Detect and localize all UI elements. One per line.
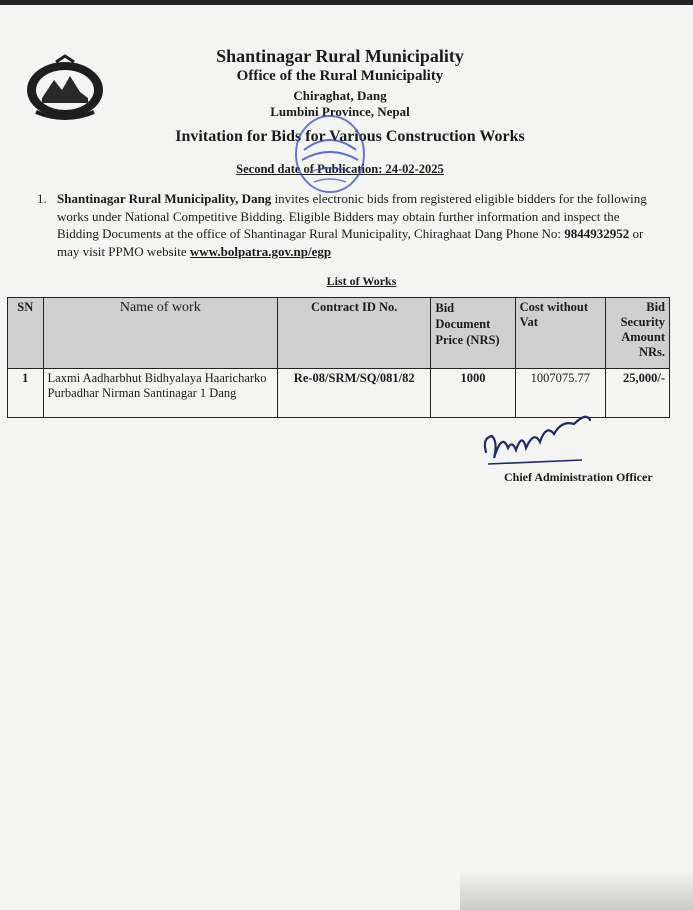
header-contract-id: Contract ID No. — [278, 298, 431, 369]
header-bid-document-price: Bid Document Price (NRS) — [431, 298, 515, 369]
entity-name: Shantinagar Rural Municipality, Dang — [57, 191, 272, 206]
scan-shadow — [460, 870, 693, 910]
paragraph-number: 1. — [37, 191, 47, 206]
invitation-paragraph — [37, 190, 662, 260]
office-title: Office of the Rural Municipality — [236, 68, 444, 84]
publication-date: Second date of Publication: 24-02-2025 — [236, 162, 444, 176]
cell-bid-security: 25,000/- — [606, 369, 670, 418]
header-sn: SN — [8, 298, 44, 369]
top-border — [0, 0, 693, 5]
cell-bid-document-price: 1000 — [431, 369, 515, 418]
header-cost-without-vat: Cost without Vat — [515, 298, 605, 369]
cell-contract-id: Re-08/SRM/SQ/081/82 — [278, 369, 431, 418]
ppmo-website-link[interactable]: www.bolpatra.gov.np/egp — [189, 243, 332, 259]
table-header-row — [8, 298, 670, 369]
paragraph-text-2: or may visit PPMO website — [57, 226, 644, 259]
office-location: Chiraghat, Dang — [293, 88, 387, 103]
chief-administration-officer: Chief Administration Officer — [504, 470, 653, 484]
header-name-of-work: Name of work — [43, 298, 278, 369]
paragraph-text-1: invites electronic bids from registered eligible bidders for the following works under National Competitive Bidding. Eligible Bidders may obtain further information and inspect the Bidding Documents at the office of Shantinagar Rural Municipality, Chiraghaat Dang Phone No: — [57, 191, 647, 241]
nepal-emblem-logo — [24, 54, 106, 122]
header-bid-security: Bid Security Amount NRs. — [606, 298, 670, 369]
cell-sn: 1 — [8, 369, 44, 418]
cell-cost-without-vat: 1007075.77 — [515, 369, 605, 418]
phone-number: 9844932952 — [564, 226, 630, 241]
list-of-works-title: List of Works — [326, 274, 397, 288]
office-stamp — [290, 110, 370, 198]
office-province: Lumbini Province, Nepal — [270, 104, 410, 119]
works-table — [7, 297, 670, 418]
handwritten-signature — [478, 402, 598, 472]
notice-title: Invitation for Bids for Various Construction Works — [175, 128, 525, 145]
cell-name-of-work: Laxmi Aadharbhut Bidhyalaya Haaricharko Purbadhar Nirman Santinagar 1 Dang — [43, 369, 278, 418]
municipality-title: Shantinagar Rural Municipality — [216, 46, 464, 66]
